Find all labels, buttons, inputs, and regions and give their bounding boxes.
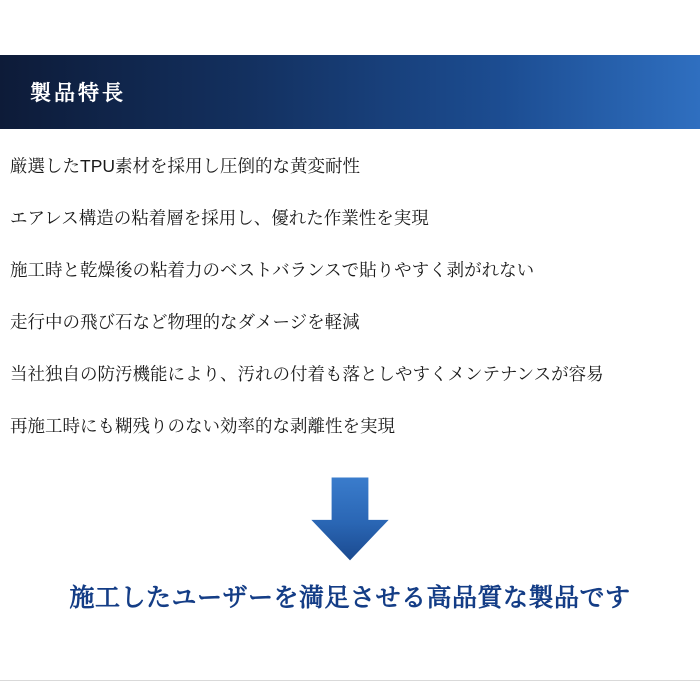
arrow-container [0,468,700,568]
list-item: 厳選したTPU素材を採用し圧倒的な黄変耐性 [10,156,360,176]
page-title: 製品特長 [30,82,126,105]
section-header-bar [0,55,700,129]
conclusion-banner [0,578,700,614]
conclusion-text: 施工したユーザーを満足させる高品質な製品です [69,584,631,612]
feature-list [0,140,700,452]
list-item: 走行中の飛び石など物理的なダメージを軽減 [10,312,360,332]
bottom-divider [0,680,700,681]
list-item: 当社独自の防汚機能により、汚れの付着も落としやすくメンテナンスが容易 [10,364,604,384]
down-arrow-icon [304,472,396,564]
list-item: エアレス構造の粘着層を採用し、優れた作業性を実現 [10,208,429,228]
list-item: 再施工時にも糊残りのない効率的な剥離性を実現 [10,416,395,436]
list-item: 施工時と乾燥後の粘着力のベストバランスで貼りやすく剥がれない [10,260,535,280]
